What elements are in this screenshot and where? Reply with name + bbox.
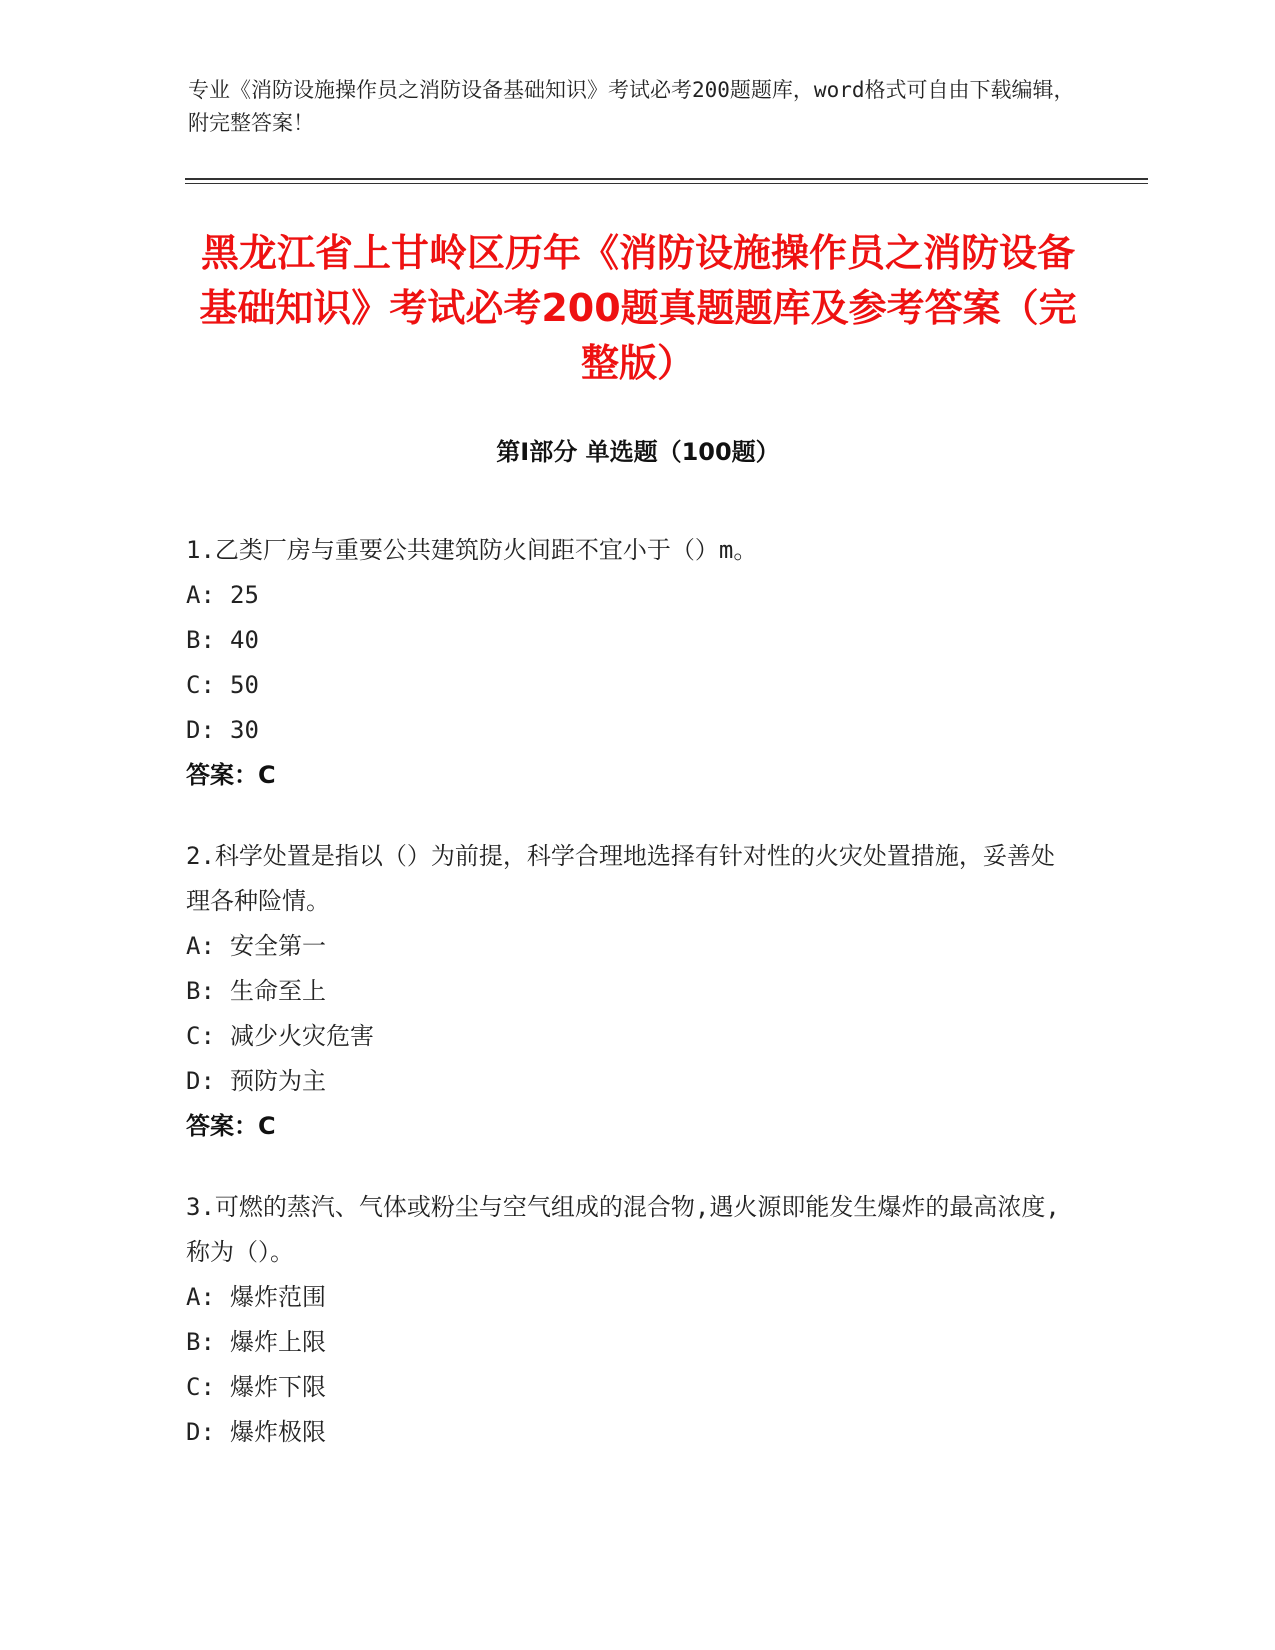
- question-2: [186, 834, 1066, 1149]
- option-text: 爆炸极限: [230, 1418, 326, 1446]
- option-a: [186, 1275, 1066, 1320]
- option-c: [186, 663, 1066, 708]
- question-text: 1.乙类厂房与重要公共建筑防火间距不宜小于（）m。: [186, 536, 758, 564]
- option-text: 40: [230, 626, 259, 654]
- option-label: D:: [186, 1418, 215, 1446]
- header-note: 专业《消防设施操作员之消防设备基础知识》考试必考200题题库，word格式可自由下载编辑，附完整答案！: [188, 78, 1075, 135]
- document-title: 黑龙江省上甘岭区历年《消防设施操作员之消防设备基础知识》考试必考200题真题题库及参考答案（完整版）: [199, 231, 1077, 385]
- option-label: C:: [186, 1022, 215, 1050]
- option-label: C:: [186, 1373, 215, 1401]
- option-a: [186, 924, 1066, 969]
- option-label: A:: [186, 932, 215, 960]
- question-text: 2.科学处置是指以（）为前提，科学合理地选择有针对性的火灾处置措施，妥善处理各种险情。: [186, 842, 1055, 915]
- answer-line: 答案：C: [186, 761, 276, 789]
- header-divider-thick: [185, 178, 1148, 180]
- option-b: [186, 618, 1066, 663]
- option-text: 安全第一: [230, 932, 326, 960]
- question-list: [186, 528, 1066, 1491]
- option-a: [186, 573, 1066, 618]
- header-divider-thin: [185, 183, 1148, 184]
- option-label: A:: [186, 1283, 215, 1311]
- option-label: B:: [186, 977, 215, 1005]
- option-text: 30: [230, 716, 259, 744]
- option-c: [186, 1014, 1066, 1059]
- option-text: 爆炸上限: [230, 1328, 326, 1356]
- answer-line: 答案：C: [186, 1112, 276, 1140]
- option-b: [186, 1320, 1066, 1365]
- section-title: 第Ⅰ部分 单选题（100题）: [496, 438, 780, 466]
- option-label: C:: [186, 671, 215, 699]
- option-text: 爆炸下限: [230, 1373, 326, 1401]
- option-c: [186, 1365, 1066, 1410]
- option-text: 预防为主: [230, 1067, 326, 1095]
- option-d: [186, 1059, 1066, 1104]
- option-text: 50: [230, 671, 259, 699]
- option-d: [186, 1410, 1066, 1455]
- option-text: 生命至上: [230, 977, 326, 1005]
- question-3: [186, 1185, 1066, 1455]
- option-text: 减少火灾危害: [230, 1022, 374, 1050]
- option-b: [186, 969, 1066, 1014]
- option-label: B:: [186, 1328, 215, 1356]
- option-label: B:: [186, 626, 215, 654]
- option-label: D:: [186, 1067, 215, 1095]
- option-d: [186, 708, 1066, 753]
- option-label: D:: [186, 716, 215, 744]
- option-text: 25: [230, 581, 259, 609]
- option-text: 爆炸范围: [230, 1283, 326, 1311]
- option-label: A:: [186, 581, 215, 609]
- question-text: 3.可燃的蒸汽、气体或粉尘与空气组成的混合物,遇火源即能发生爆炸的最高浓度,称为（）。: [186, 1193, 1060, 1266]
- question-1: [186, 528, 1066, 798]
